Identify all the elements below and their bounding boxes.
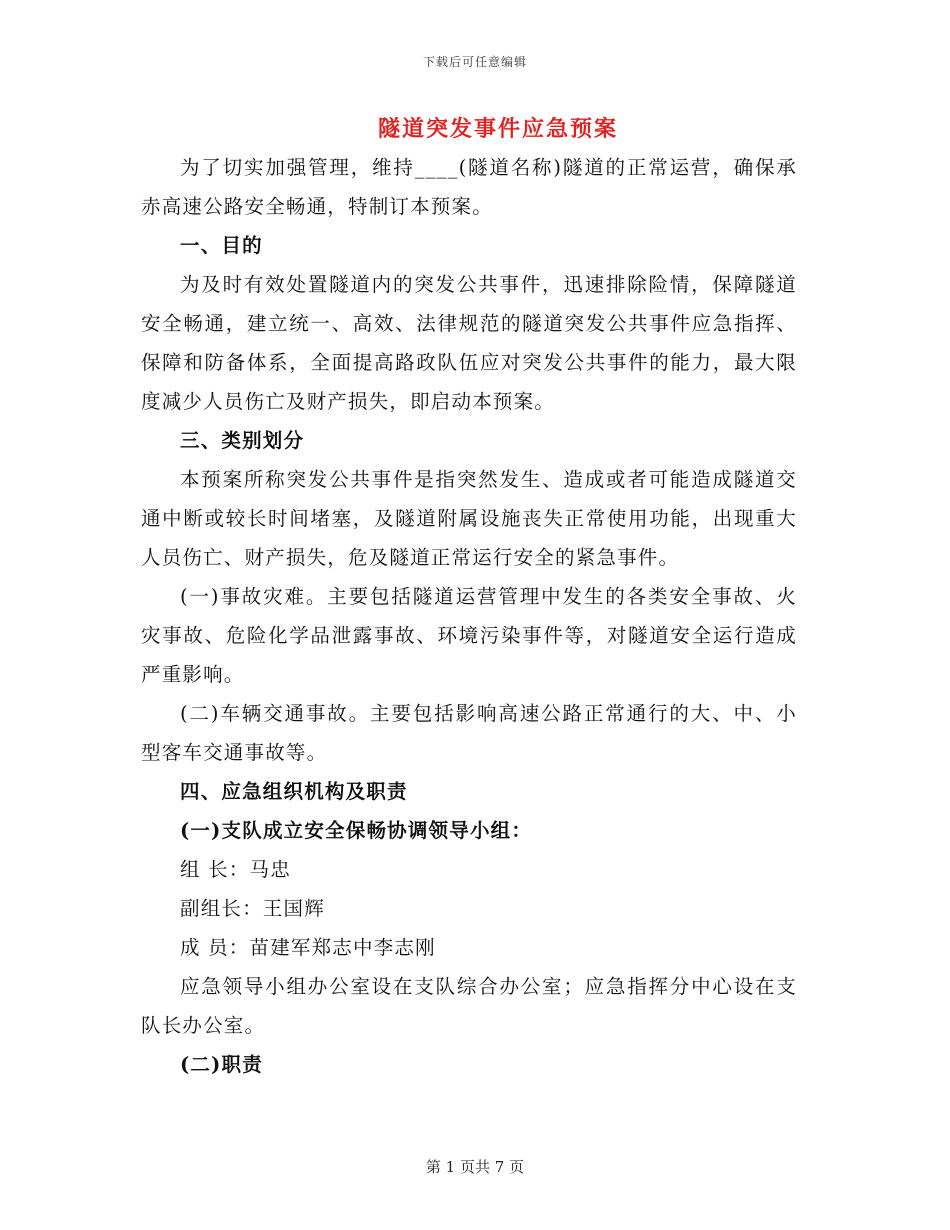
paragraph-office-location: 应急领导小组办公室设在支队综合办公室；应急指挥分中心设在支队长办公室。 — [141, 975, 797, 1037]
line-group-leader: 组 长：马忠 — [180, 858, 291, 881]
header-note: 下载后可任意编辑 — [422, 55, 527, 69]
document-title: 隧道突发事件应急预案 — [377, 116, 618, 142]
heading-purpose: 一、目的 — [180, 234, 263, 257]
heading-categories: 三、类别划分 — [180, 429, 305, 452]
paragraph-categories-definition: 本预案所称突发公共事件是指突然发生、造成或者可能造成隧道交通中断或较长时间堵塞，及隧道附属设施丧失正常使用功能，出现重大人员伤亡、财产损失，危及隧道正常运行安全的紧急事件。 — [141, 468, 797, 569]
document-body — [141, 148, 797, 1084]
line-deputy-leader: 副组长：王国辉 — [180, 897, 325, 920]
paragraph-intro: 为了切实加强管理，维持____(隧道名称)隧道的正常运营，确保承赤高速公路安全畅通，特制订本预案。 — [141, 156, 797, 218]
paragraph-category-accident-disaster: (一)事故灾难。主要包括隧道运营管理中发生的各类安全事故、火灾事故、危险化学品泄露事故、环境污染事件等，对隧道安全运行造成严重影响。 — [141, 585, 797, 686]
subheading-duties: (二)职责 — [180, 1053, 263, 1076]
paragraph-purpose: 为及时有效处置隧道内的突发公共事件，迅速排除险情，保障隧道安全畅通，建立统一、高效、法律规范的隧道突发公共事件应急指挥、保障和防备体系，全面提高路政队伍应对突发公共事件的能力，最大限度减少人员伤亡及财产损失，即启动本预案。 — [141, 273, 797, 413]
line-members: 成 员：苗建军郑志中李志刚 — [180, 936, 436, 959]
heading-organization: 四、应急组织机构及职责 — [180, 780, 408, 803]
paragraph-category-traffic-accident: (二)车辆交通事故。主要包括影响高速公路正常通行的大、中、小型客车交通事故等。 — [141, 702, 797, 764]
page-number-footer: 第 1 页共 7 页 — [425, 1158, 525, 1176]
subheading-leadership-group: (一)支队成立安全保畅协调领导小组： — [180, 819, 533, 842]
